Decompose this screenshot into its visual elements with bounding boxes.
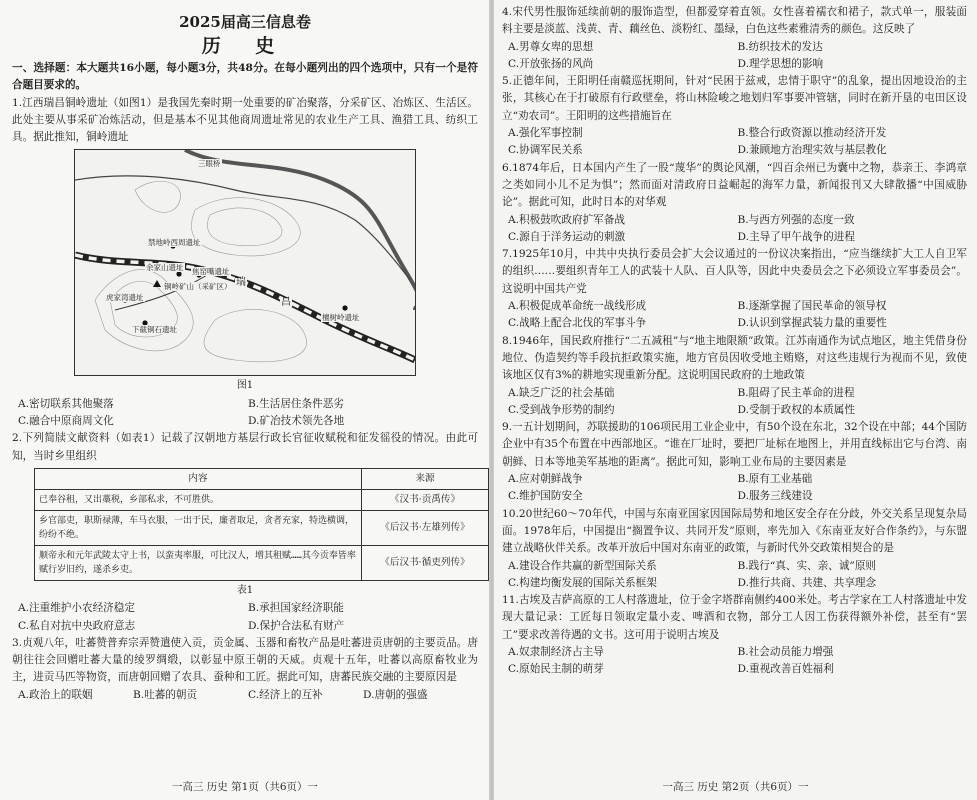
tongling-site-map <box>74 149 416 376</box>
option: B.生活居住条件恶劣 <box>248 397 344 410</box>
source-table <box>34 468 489 581</box>
map-label-jiaoyaozui: 焦窑嘴遗址 <box>192 267 230 277</box>
option: A.强化军事控制 <box>508 127 583 140</box>
question-6-options <box>502 212 967 247</box>
map-label-xiakuang: 下截铜石遗址 <box>132 325 177 335</box>
option: B.逐渐掌握了国民革命的领导权 <box>737 300 887 313</box>
table-cell: 《后汉书·循吏列传》 <box>362 545 489 580</box>
option: D.推行共商、共建、共享理念 <box>737 576 877 589</box>
option: C.协调军民关系 <box>508 144 583 157</box>
question-5-stem: 5.正德年间，王阳明任南赣巡抚期间，针对“民困于兹戒，忠情于职守”的乱象，提出因地设治的主张，其核心在于打破原有行政壁垒，将山林险峻之地划归军事要冲管辖，同时在新开垦的屯田区设立“劝农司”。王阳明的这些措施旨在 <box>502 75 967 122</box>
question-5-options <box>502 125 967 160</box>
option: B.阻碍了民主革命的进程 <box>737 386 855 399</box>
option: A.建设合作共赢的新型国际关系 <box>508 559 657 572</box>
option: C.维护国防安全 <box>508 490 583 503</box>
option: C.构建均衡发展的国际关系框架 <box>508 576 657 589</box>
question-3-stem: 3.贞观八年，吐蕃赞普弃宗弄赞遣使入贡，贡金属、玉器和畜牧产品是吐蕃进贡唐朝的主要贡品。唐朝往往会回赠吐蕃大量的绫罗绸缎，以彰显中原王朝的天威。贞观十五年，吐蕃以高原畜牧业为主，进贡马匹等物资，而唐朝回赠了农具、蚕种和工匠。据此可知，唐蕃民族交融的主要原因是 <box>12 636 478 684</box>
table-cell: 《后汉书·左雄列传》 <box>362 510 489 545</box>
question-10-options <box>502 558 967 593</box>
option: B.践行“真、实、亲、诚”原则 <box>737 559 877 572</box>
option: C.融合中原商周文化 <box>18 415 114 428</box>
option: C.原始民主制的萌芽 <box>508 663 604 676</box>
option: B.纺织技术的发达 <box>737 40 823 53</box>
option: D.保护合法私有财产 <box>248 619 345 632</box>
option: C.战略上配合北伐的军事斗争 <box>508 317 647 330</box>
option: D.受制于政权的本质属性 <box>737 403 855 416</box>
table-row <box>35 510 489 545</box>
question-11-stem: 11.古埃及吉萨高原的工人村落遗址，位于金字塔群南侧约400米处。考古学家在工人村落遗址中发现大量记录：工匠每日领取定量小麦、啤酒和衣物，部分工人因工伤获得额外补偿，甚至有“罢工”要求改善待遇的文书。这可用于说明古埃及 <box>502 594 967 641</box>
option: C.开放张扬的风尚 <box>508 57 594 70</box>
map-label-hujiawan: 虎家湾遗址 <box>106 293 144 303</box>
question-7-stem: 7.1925年10月，中共中央执行委员会扩大会议通过的一份议决案指出，“应当继续扩大工人自卫军的组织……要组织青年工人的武装十人队、百人队等，因此中央委员会之下必须设立军事委员会”。这说明中国共产党 <box>502 248 967 295</box>
mine-marker <box>153 280 161 287</box>
table-cell: 《汉书·贡禹传》 <box>362 489 489 510</box>
option: A.积极鼓吹政府扩军备战 <box>508 213 625 226</box>
option: C.源自于洋务运动的刺激 <box>508 230 626 243</box>
map-label-yujiashan: 余家山遗址 <box>146 263 184 273</box>
table-cell: 已奉谷租，又出藁税，乡部私求，不可胜供。 <box>35 489 362 510</box>
question-2-options <box>12 600 478 635</box>
table-cell: 乡官部吏，职斯禄薄，车马衣服，一出于民，廉者取足，贪者充家，特选横调，纷纷不绝。 <box>35 510 362 545</box>
table-row <box>35 545 489 580</box>
map-label-ruichang-2: 昌 <box>281 297 291 309</box>
question-8-options <box>502 385 967 420</box>
question-1-options <box>12 396 478 431</box>
option: B.整合行政资源以推动经济开发 <box>737 127 887 140</box>
page-footer: 一高三 历史 第2页（共6页）一 <box>662 780 809 793</box>
exam-page-2 <box>494 0 977 800</box>
option: A.男尊女卑的思想 <box>508 40 594 53</box>
option: A.积极促成革命统一战线形成 <box>508 300 647 313</box>
option: A.缺乏广泛的社会基础 <box>508 386 615 399</box>
question-11-options <box>502 644 967 679</box>
option: D.主导了甲午战争的进程 <box>737 230 855 243</box>
map-label-sanyanqiao: 三眼桥 <box>198 159 221 169</box>
contour-line <box>207 208 282 246</box>
table-1-caption: 表1 <box>236 584 254 596</box>
site-marker <box>342 306 347 311</box>
question-7-options <box>502 298 967 333</box>
option: B.承担国家经济职能 <box>248 602 344 615</box>
question-9-options <box>502 471 967 506</box>
option: D.理学思想的影响 <box>737 57 824 70</box>
section-header: 一、选择题：本大题共16小题，每小题3分，共48分。在每小题列出的四个选项中，只有一个是符合题目要求的。 <box>12 62 478 92</box>
question-4-stem: 4.宋代男性服饰延续前朝的服饰造型，但都爱穿着直领。女性喜着襦衣和裙子，款式单一，服装面料主要是淡蓝、浅黄、青、藕丝色、淡粉红、墨绿，白色这些素雅清秀的颜色。这反映了 <box>502 6 967 36</box>
option: D.唐朝的强盛 <box>363 688 428 701</box>
map-label-luoshuling: 檀树岭遗址 <box>322 313 360 323</box>
option: B.吐蕃的朝贡 <box>133 688 198 701</box>
question-2-stem: 2.下列简牍文献资料（如表1）记载了汉朝地方基层行政长官征收赋税和征发徭役的情况。由此可知，当时乡里组织 <box>12 432 478 462</box>
question-3-options <box>12 687 478 704</box>
map-label-jinjieling: 禁地岭西周遗址 <box>148 238 201 248</box>
option: B.社会动员能力增强 <box>737 645 834 658</box>
table-row <box>35 489 489 510</box>
option: A.注重维护小农经济稳定 <box>18 602 135 615</box>
question-10-stem: 10.20世纪60～70年代，中国与东南亚国家因国际局势和地区安全存在分歧，外交关系呈现复杂局面。1978年后，中国提出“搁置争议、共同开发”原则，率先加入《东南亚友好合作条约》，与东盟建立战略伙伴关系。改革开放后中国对东南亚的政策，与新时代外交政策相契合的是 <box>502 507 967 555</box>
question-4-options <box>502 39 967 74</box>
question-9-stem: 9.一五计划期间，苏联援助的106项民用工业企业中，有50个设在东北，32个设在中部；44个国防企业中有35个布置在中西部地区。“谁在厂址时，要把厂址标在地图上，并用直线标出它与台湾、南朝鲜、日本等地美军基地的距离”。据此可知，影响工业布局的主要因素是 <box>502 421 967 468</box>
page-footer: 一高三 历史 第1页（共6页）一 <box>171 780 319 793</box>
option: D.矿冶技术领先各地 <box>248 415 345 428</box>
table-cell: 顺帝永和元年武陵太守上书，以蛮夷率服，可比汉人，增其租赋……其今贡奉皆率赋行岁旧约，遂杀乡吏。 <box>35 545 362 580</box>
option: C.经济上的互补 <box>248 688 323 701</box>
option: A.政治上的联姻 <box>18 688 93 701</box>
question-8-stem: 8.1946年，国民政府推行“二五减租”与“地主地限额”政策。江苏南通作为试点地区，地主凭借身份地位、伪造契约等手段抗拒政策实施，地方官员因收受地主贿赂，对这些违规行为视而不见，致使该地区仅有3%的耕地实现重新分配。这说明国民政府的土地政策 <box>502 334 967 382</box>
option: A.密切联系其他聚落 <box>18 397 114 410</box>
option: C.受到战争形势的制约 <box>508 403 615 416</box>
map-label-ruichang-1: 瑞 <box>236 277 246 289</box>
option: A.奴隶制经济占主导 <box>508 645 604 658</box>
option: B.与西方列强的态度一致 <box>737 213 855 226</box>
option: C.私自对抗中央政府意志 <box>18 619 136 632</box>
option: D.兼顾地方治理实效与基层教化 <box>737 144 887 157</box>
question-6-stem: 6.1874年后，日本国内产生了一股“蔑华”的舆论风潮，“四百余州已为囊中之物，恭亲王、李鸿章之类如同小儿不足为惧”；然而面对清政府日益崛起的海军力量，新闻报刊又大肆散播“中国威胁论”。据此可知，此时日本的对华观 <box>502 161 967 209</box>
option: D.认识到掌握武装力量的重要性 <box>737 317 887 330</box>
exam-subject: 历 史 <box>201 35 289 57</box>
table-header: 来源 <box>362 468 489 489</box>
option: A.应对朝鲜战争 <box>508 473 583 486</box>
contour-line <box>204 310 307 362</box>
map-drawing <box>75 150 415 375</box>
question-1-stem: 1.江西瑞昌铜岭遗址（如图1）是我国先秦时期一处重要的矿冶聚落，分采矿区、冶炼区、生活区。此处主要从事采矿冶炼活动，但是基本不见其他商周遗址常见的农业生产工具、渔猎工具、纺织工具。据此推知，铜岭遗址 <box>12 96 478 144</box>
option: D.服务三线建设 <box>737 490 813 503</box>
option: B.原有工业基础 <box>737 473 813 486</box>
contour-line <box>135 182 181 213</box>
exam-title: 2025届高三信息卷 <box>179 13 311 31</box>
option: D.重视改善百姓福利 <box>737 663 834 676</box>
map-label-tongling-mine: 铜岭矿山（采矿区） <box>164 282 232 292</box>
site-marker <box>176 272 181 277</box>
table-header: 内容 <box>35 468 362 489</box>
figure-1-caption: 图1 <box>236 380 254 392</box>
